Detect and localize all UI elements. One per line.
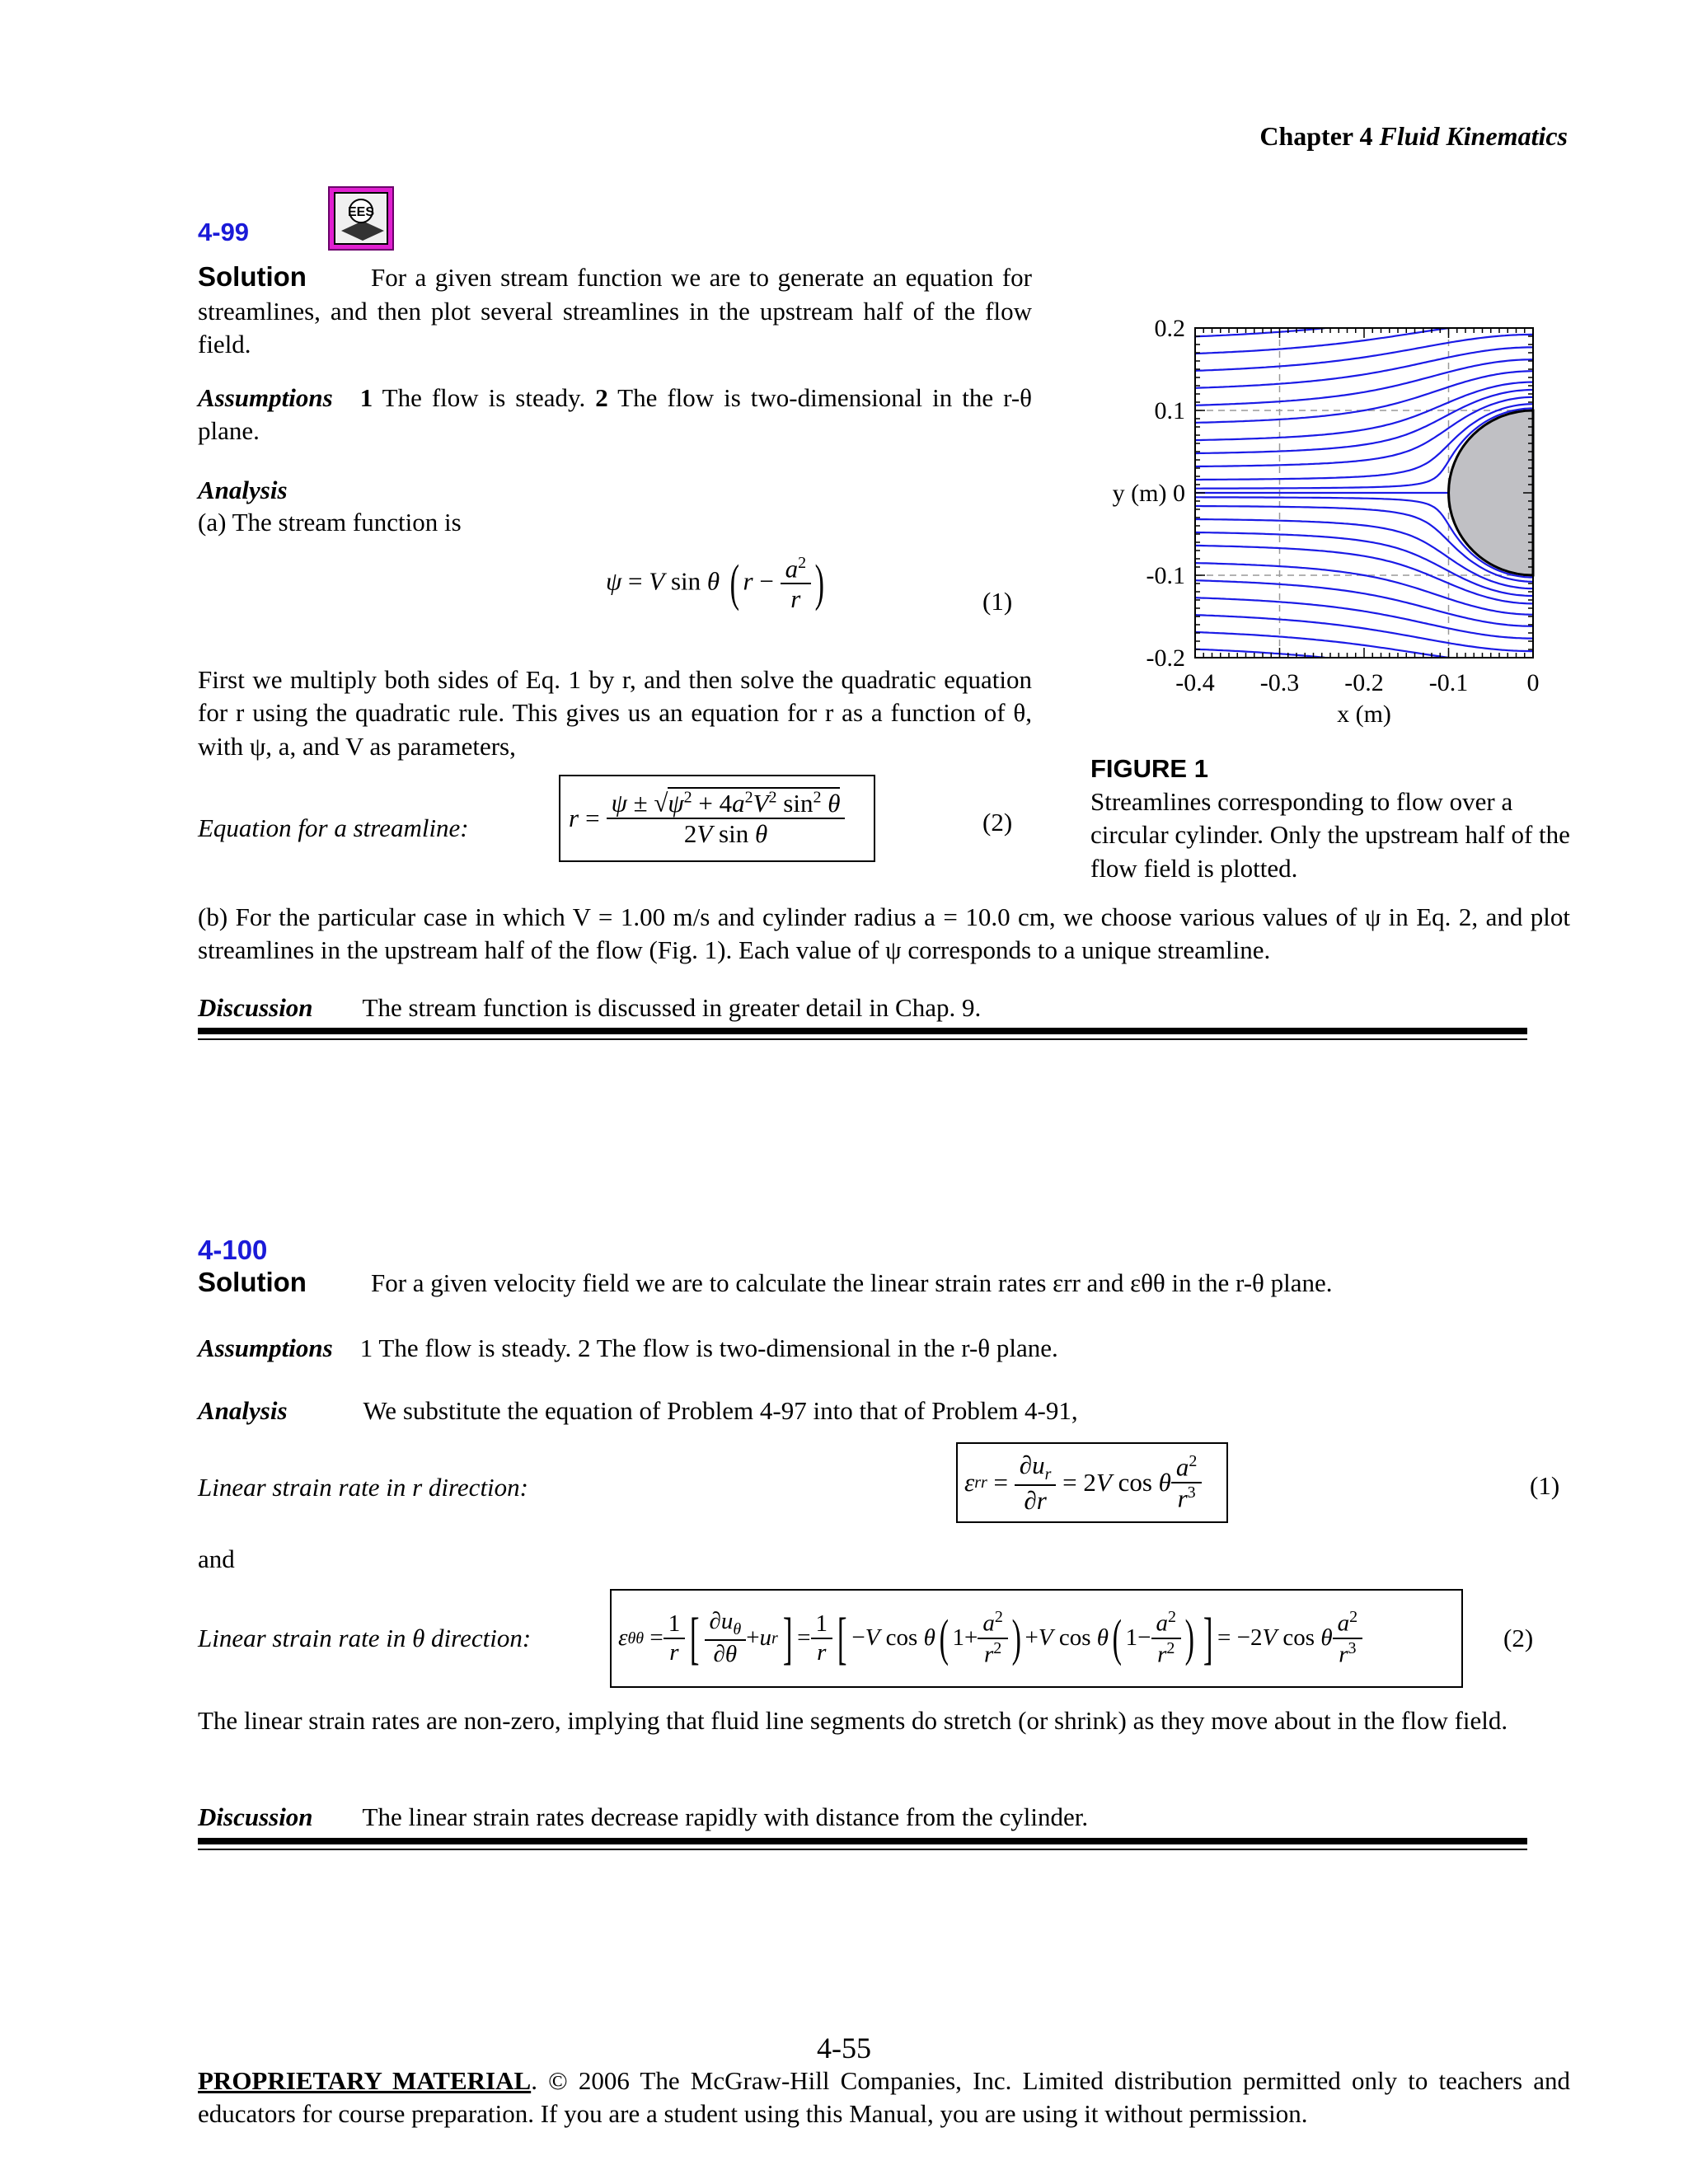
assumptions-label: Assumptions	[198, 1333, 333, 1362]
solution-paragraph	[198, 1265, 1570, 1301]
y-tick-label: -0.1	[1146, 562, 1185, 589]
section-divider-thick	[198, 1838, 1527, 1844]
section-divider-thin	[198, 1849, 1527, 1850]
section-divider-thick	[198, 1028, 1527, 1034]
and-text: and	[198, 1544, 235, 1573]
assumptions-paragraph	[198, 382, 1032, 448]
assumptions-label: Assumptions	[198, 383, 333, 412]
eq1-label: Linear strain rate in r direction:	[198, 1473, 528, 1502]
discussion-label: Discussion	[198, 1802, 313, 1831]
assumptions-paragraph	[198, 1332, 1058, 1365]
assumptions-text: 1 The flow is steady. 2 The flow is two-dimensional in the r-θ plane.	[359, 1333, 1058, 1362]
proprietary-label: PROPRIETARY MATERIAL	[198, 2066, 532, 2095]
analysis-label: Analysis	[198, 1396, 288, 1425]
ees-software-icon	[328, 186, 394, 251]
assumption-1-text: The flow is steady.	[373, 383, 596, 412]
eq2-label: Linear strain rate in θ direction:	[198, 1624, 532, 1652]
footer-notice-text: . © 2006 The McGraw-Hill Companies, Inc. Limited distribution permitted only to teachers and educators for course preparation. If you are a student using this Manual, you are using it without permission.	[198, 2066, 1570, 2129]
page-header	[1259, 120, 1568, 154]
figure-label: FIGURE 1	[1090, 754, 1208, 783]
eq2-number: (2)	[982, 808, 1013, 837]
chapter-title: Fluid Kinematics	[1379, 121, 1568, 151]
discussion-paragraph	[198, 991, 981, 1024]
y-tick-label: -0.2	[1146, 644, 1185, 672]
x-axis-label: x (m)	[1337, 701, 1391, 728]
x-tick-label: 0	[1526, 669, 1540, 696]
discussion-label: Discussion	[198, 993, 313, 1022]
x-tick-label: -0.4	[1175, 669, 1215, 696]
solution-label: Solution	[198, 261, 307, 292]
part-a-text: (a) The stream function is	[198, 508, 462, 537]
y-tick-label: 0.2	[1154, 315, 1185, 342]
footer-notice	[198, 2064, 1570, 2131]
eq1-number: (1)	[1530, 1471, 1560, 1500]
streamline	[1195, 563, 1533, 615]
equation-streamline-box: r = $\frac{\psi \pm √\psi^2 + 4a^2V^2 \sin^2 \theta}{\text{2V sin θ}}$	[559, 775, 875, 862]
equation-stream-function: ψ = V sin θ ( r − $\frac{a^2}{r}$ )	[606, 553, 825, 614]
problem-number: 4-99	[198, 218, 250, 246]
x-tick-label: -0.3	[1259, 669, 1300, 696]
eq2-number: (2)	[1503, 1624, 1534, 1652]
discussion-text: The stream function is discussed in greater detail in Chap. 9.	[362, 993, 982, 1022]
equation-strain-rr-box: ε rr = $\frac{\partial u_r}{\partial r}$ = 2 V cos θ $\frac{a^2}{r^3}$	[956, 1442, 1228, 1523]
section-divider-thin	[198, 1038, 1527, 1040]
solution-text: For a given velocity field we are to calculate the linear strain rates εrr and εθθ in the r-θ plane.	[370, 1268, 1333, 1297]
svg-text:EES: EES	[347, 205, 375, 219]
assumption-1-num: 1	[359, 383, 373, 412]
chapter-label: Chapter 4	[1259, 121, 1373, 151]
eq1-number: (1)	[982, 587, 1013, 616]
chart-svg	[1088, 313, 1550, 742]
assumption-2-text: The flow is two-dimensional in the r-θ plane.	[198, 383, 1032, 446]
eq2-label: Equation for a streamline:	[198, 813, 469, 842]
cylinder	[1449, 410, 1533, 575]
quadratic-paragraph: First we multiply both sides of Eq. 1 by r, and then solve the quadratic equation for r using the quadratic rule. This gives us an equation for r as a function of θ, with ψ, a, and V as parameters,	[198, 665, 1032, 761]
discussion-text: The linear strain rates decrease rapidly with distance from the cylinder.	[362, 1802, 1089, 1831]
analysis-paragraph	[198, 1394, 1078, 1427]
streamline	[1195, 371, 1533, 423]
assumption-2-num: 2	[595, 383, 608, 412]
page-number: 4-55	[817, 2032, 871, 2064]
analysis-label: Analysis	[198, 476, 288, 504]
part-b-paragraph: (b) For the particular case in which V = 1.00 m/s and cylinder radius a = 10.0 cm, we choose various values of ψ in Eq. 2, and plot streamlines in the upstream half of the flow (Fig. 1). Each value of ψ corresponds to a unique streamline.	[198, 902, 1570, 965]
solution-paragraph	[198, 260, 1032, 361]
x-tick-label: -0.2	[1344, 669, 1384, 696]
solution-text: For a given stream function we are to generate an equation for streamlines, and then plot several streamlines in the upstream half of the flow field.	[198, 263, 1032, 359]
x-tick-label: -0.1	[1428, 669, 1469, 696]
y-tick-label: 0.1	[1154, 397, 1185, 424]
equation-strain-thetatheta-box: ε θθ = $\frac{1}{r}$ [ $\frac{\partial u_\theta}{\partial\theta}$ + u r ] = $\frac{1}{r}$ [ − V cos θ ( 1+ $\frac{a^2}{r^2}$ ) + V cos θ ( 1− $\frac{a^2}{r^2}$ ) ] = −2 V cos θ $\frac{a^2}{r^3}$	[610, 1589, 1463, 1688]
analysis-text: We substitute the equation of Problem 4-97 into that of Problem 4-91,	[363, 1396, 1078, 1425]
discussion-paragraph	[198, 1801, 1088, 1834]
streamline-chart	[1088, 313, 1550, 742]
solution-label: Solution	[198, 1267, 307, 1297]
problem-number: 4-100	[198, 1235, 268, 1265]
figure-caption: Streamlines corresponding to flow over a circular cylinder. Only the upstream half of the flow field is plotted.	[1090, 787, 1570, 883]
conclusion-paragraph: The linear strain rates are non-zero, implying that fluid line segments do stretch (or shrink) as they move about in the flow field.	[198, 1706, 1508, 1735]
y-tick-label: y (m) 0	[1112, 480, 1185, 507]
